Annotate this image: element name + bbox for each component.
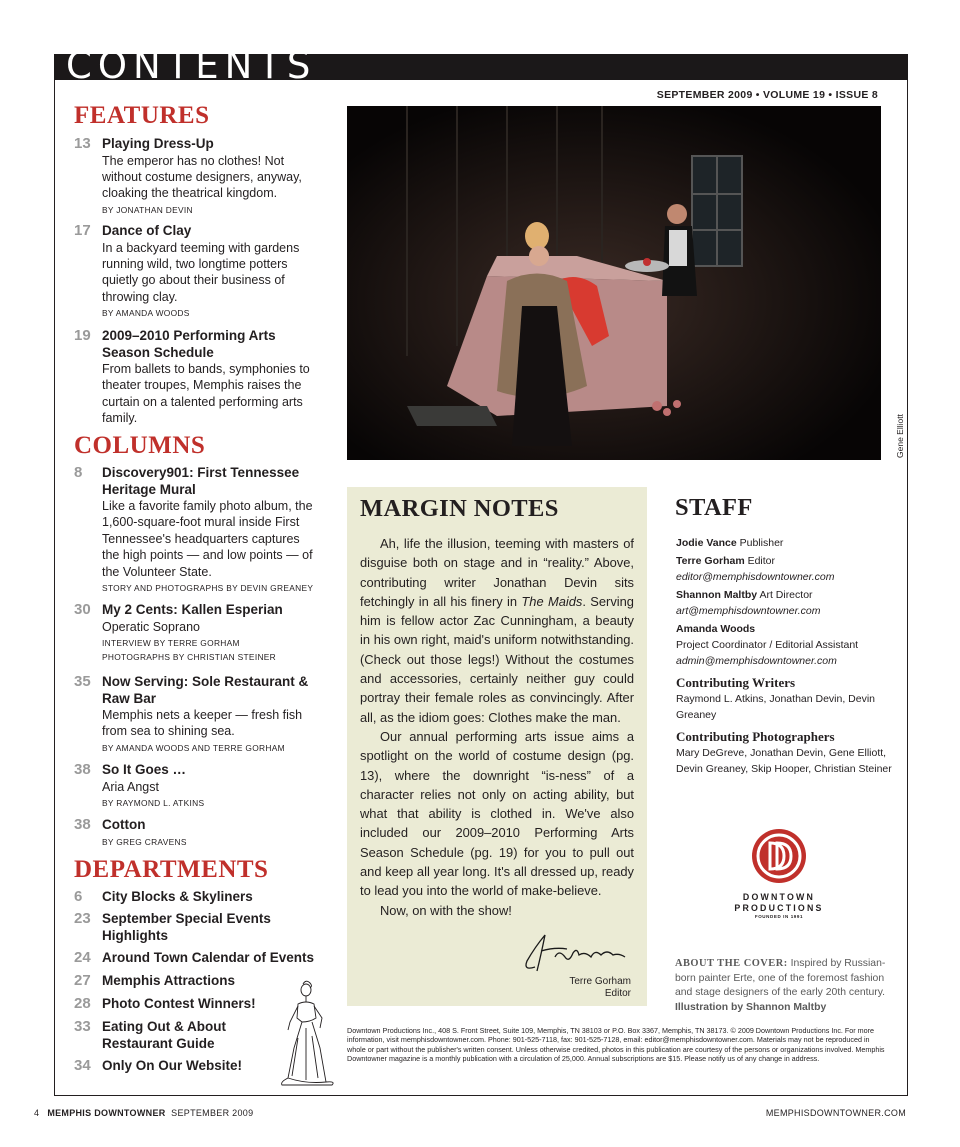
page-number: 23 [74, 910, 91, 927]
paragraph-text: Ah, life the illusion, teeming with masters of disguise both on stage and in “reality.” Above, contributing writer Jonathan Devin sits fetchingly in all his finery in [360, 536, 634, 609]
editor-signature [515, 927, 630, 977]
column-item[interactable] [74, 602, 319, 664]
column-item[interactable] [74, 817, 319, 849]
page-number: 27 [74, 972, 91, 989]
features-heading: FEATURES [74, 102, 210, 129]
staff-email[interactable]: editor@memphisdowntowner.com [676, 571, 835, 583]
page-title: CONTENTS [66, 44, 317, 87]
staff-role: Editor [747, 555, 776, 567]
page-number: 38 [74, 816, 91, 833]
downtown-productions-logo-icon [750, 827, 808, 885]
paragraph-text: . Serving him is fellow actor Zac Cunningham, a beauty in his own right, maid's uniform notwithstanding. (Check out those legs!) Without the costumes and accessories, certainly neither guy could portray their female roles as convincingly. After all, as the idiom goes: Clothes make the man. [360, 593, 634, 725]
page-number: 35 [74, 673, 91, 690]
entry-title: My 2 Cents: Kallen Esperian [102, 602, 283, 617]
entry-byline: BY GREG CRAVENS [102, 836, 187, 847]
department-item[interactable] [74, 889, 319, 906]
entry-byline-photos: PHOTOGRAPHS BY CHRISTIAN STEINER [102, 651, 277, 662]
margin-notes-paragraph: Now, on with the show! [380, 902, 512, 918]
entry-title: So It Goes … [102, 762, 187, 777]
margin-notes-box [347, 487, 647, 1006]
page-number: 34 [74, 1057, 91, 1074]
page-number: 4 [34, 1108, 40, 1118]
magazine-name: MEMPHIS DOWNTOWNER [47, 1108, 166, 1118]
entry-description: Memphis nets a keeper — fresh fish from sea to shining sea. [102, 708, 303, 739]
cover-text: Inspired by Russian-born painter Erte, one of the foremost fashion and stage designers of the early 20th century. [675, 958, 886, 998]
page-number: 19 [74, 327, 91, 344]
photographers-heading: Contributing Photographers [676, 729, 835, 744]
entry-title: Playing Dress-Up [102, 136, 214, 151]
entry-title: Only On Our Website! [102, 1058, 243, 1073]
issue-date: SEPTEMBER 2009 [171, 1108, 254, 1118]
entry-title: Discovery901: First Tennessee Heritage Mural [102, 465, 300, 497]
logo-founded: FOUNDED IN 1991 [754, 914, 804, 919]
entry-title: Photo Contest Winners! [102, 996, 256, 1011]
logo-line-2: PRODUCTIONS [734, 902, 824, 913]
logo-line-1: DOWNTOWN [742, 892, 816, 902]
staff-name: Terre Gorham [676, 555, 745, 567]
photo-credit: Gene Elliott [895, 414, 905, 458]
column-item[interactable] [74, 674, 319, 755]
staff-email[interactable]: admin@memphisdowntowner.com [676, 655, 837, 667]
entry-byline: BY AMANDA WOODS [102, 308, 190, 319]
department-item[interactable] [74, 911, 289, 944]
page-number: 6 [74, 888, 83, 905]
page-number: 24 [74, 949, 91, 966]
staff-email[interactable]: art@memphisdowntowner.com [676, 605, 821, 617]
publisher-fine-print: Downtown Productions Inc., 408 S. Front Street, Suite 109, Memphis, TN 38103 or P.O. Box 3367, Memphis, TN 38173. © 2009 Downtown Productions Inc. For more information, visit memphisdowntowner.com. Phone: 901-525-7118, fax: 901-525-7128, email: editor@memphisdowntowner.com. Materials may not be reproduced in whole or part without the publisher's written consent. Unless otherwise credited, photos in this publication are courtesy of the persons or organizations involved. Memphis Downtowner magazine is a monthly publication with a circulation of 25,000. Annual subscriptions are $15. Please notify us of any change in address. [347, 1026, 885, 1064]
photographers-list: Mary DeGreve, Jonathan Devin, Gene Elliott, Devin Greaney, Skip Hooper, Christian Steiner [676, 747, 892, 775]
entry-description: Like a favorite family photo album, the 1,600-square-foot mural inside First Tennessee's headquarters captures the high points — and low points — of the Volunteer State. [102, 499, 313, 579]
entry-byline: BY JONATHAN DEVIN [102, 204, 193, 215]
page-number: 17 [74, 222, 91, 239]
feature-item[interactable] [74, 223, 319, 320]
page-number: 33 [74, 1018, 91, 1035]
page-number: 28 [74, 995, 91, 1012]
page-number: 13 [74, 135, 91, 152]
feature-item[interactable] [74, 328, 319, 427]
entry-title: Memphis Attractions [102, 973, 236, 988]
department-item[interactable] [74, 950, 334, 967]
entry-title: Now Serving: Sole Restaurant & Raw Bar [102, 674, 309, 706]
staff-role: Project Coordinator / Editorial Assistant [676, 639, 859, 651]
cover-illustration-credit: Illustration by Shannon Maltby [675, 1001, 827, 1013]
entry-description: In a backyard teeming with gardens running wild, two longtime potters quietly go about their business of throwing clay. [102, 240, 300, 304]
staff-name: Shannon Maltby [676, 589, 758, 601]
columns-heading: COLUMNS [74, 432, 206, 459]
staff-member [676, 535, 896, 551]
about-the-cover [675, 957, 887, 1015]
footer-left [34, 1108, 253, 1118]
writers-list: Raymond L. Atkins, Jonathan Devin, Devin Greaney [676, 693, 876, 721]
margin-notes-paragraph [360, 534, 634, 727]
column-item[interactable] [74, 465, 319, 595]
staff-name: Amanda Woods [676, 623, 756, 635]
editor-name: Terre Gorham [569, 976, 631, 987]
entry-title: Around Town Calendar of Events [102, 950, 315, 965]
entry-title: City Blocks & Skyliners [102, 889, 253, 904]
staff-member [676, 621, 896, 669]
entry-byline: BY AMANDA WOODS AND TERRE GORHAM [102, 742, 285, 753]
entry-description: Aria Angst [102, 779, 159, 794]
page-number: 38 [74, 761, 91, 778]
issue-info: SEPTEMBER 2009 • VOLUME 19 • ISSUE 8 [656, 89, 878, 101]
cover-stage-photo [347, 106, 881, 460]
entry-byline: INTERVIEW BY TERRE GORHAM [102, 637, 240, 648]
entry-title: Cotton [102, 817, 146, 832]
entry-title: 2009–2010 Performing Arts Season Schedule [102, 328, 276, 360]
costume-sketch-illustration [276, 978, 340, 1086]
margin-notes-heading: MARGIN NOTES [360, 495, 559, 522]
departments-heading: DEPARTMENTS [74, 856, 269, 883]
staff-role: Publisher [739, 537, 784, 549]
signature-name [569, 976, 631, 1000]
entry-title: Dance of Clay [102, 223, 192, 238]
entry-title: September Special Events Highlights [102, 911, 271, 943]
page-number: 8 [74, 464, 83, 481]
staff-role: Art Director [759, 589, 813, 601]
play-title: The Maids [521, 593, 583, 609]
cover-label: ABOUT THE COVER: [675, 958, 788, 969]
staff-member [676, 587, 896, 619]
editor-role: Editor [604, 988, 631, 999]
entry-title: Eating Out & About Restaurant Guide [102, 1019, 226, 1051]
feature-item[interactable] [74, 136, 319, 217]
staff-list [676, 535, 896, 777]
staff-member [676, 553, 896, 585]
staff-heading: STAFF [675, 494, 753, 521]
entry-description: Operatic Soprano [102, 619, 200, 634]
logo-wordmark [720, 892, 838, 913]
margin-notes-paragraph: Our annual performing arts issue aims a spotlight on the world of costume design (pg. 13), where the downright “is-ness” of a character relies not only on acting ability, but what that ability is clothed in. We've also included our 2009–2010 Performing Arts Season Schedule (pg. 19) for you to pull out and keep all year long. It's all dressed up, ready to lead you into the world of make-believe. [360, 728, 634, 899]
column-item[interactable] [74, 762, 319, 810]
entry-description: The emperor has no clothes! Not without costume designers, anyway, cloaking the theatrical kingdom. [102, 153, 302, 201]
writers-heading: Contributing Writers [676, 675, 796, 690]
entry-byline: STORY AND PHOTOGRAPHS BY DEVIN GREANEY [102, 583, 314, 594]
department-item[interactable] [74, 1019, 264, 1052]
entry-byline: BY RAYMOND L. ATKINS [102, 797, 205, 808]
stage-scene-image [347, 106, 881, 460]
staff-name: Jodie Vance [676, 537, 737, 549]
margin-notes-text [360, 534, 634, 920]
website-link[interactable]: MEMPHISDOWNTOWNER.COM [765, 1108, 906, 1118]
entry-description: From ballets to bands, symphonies to theater troupes, Memphis raises the curtain on a talented performing arts family. [102, 362, 310, 426]
page-number: 30 [74, 601, 91, 618]
